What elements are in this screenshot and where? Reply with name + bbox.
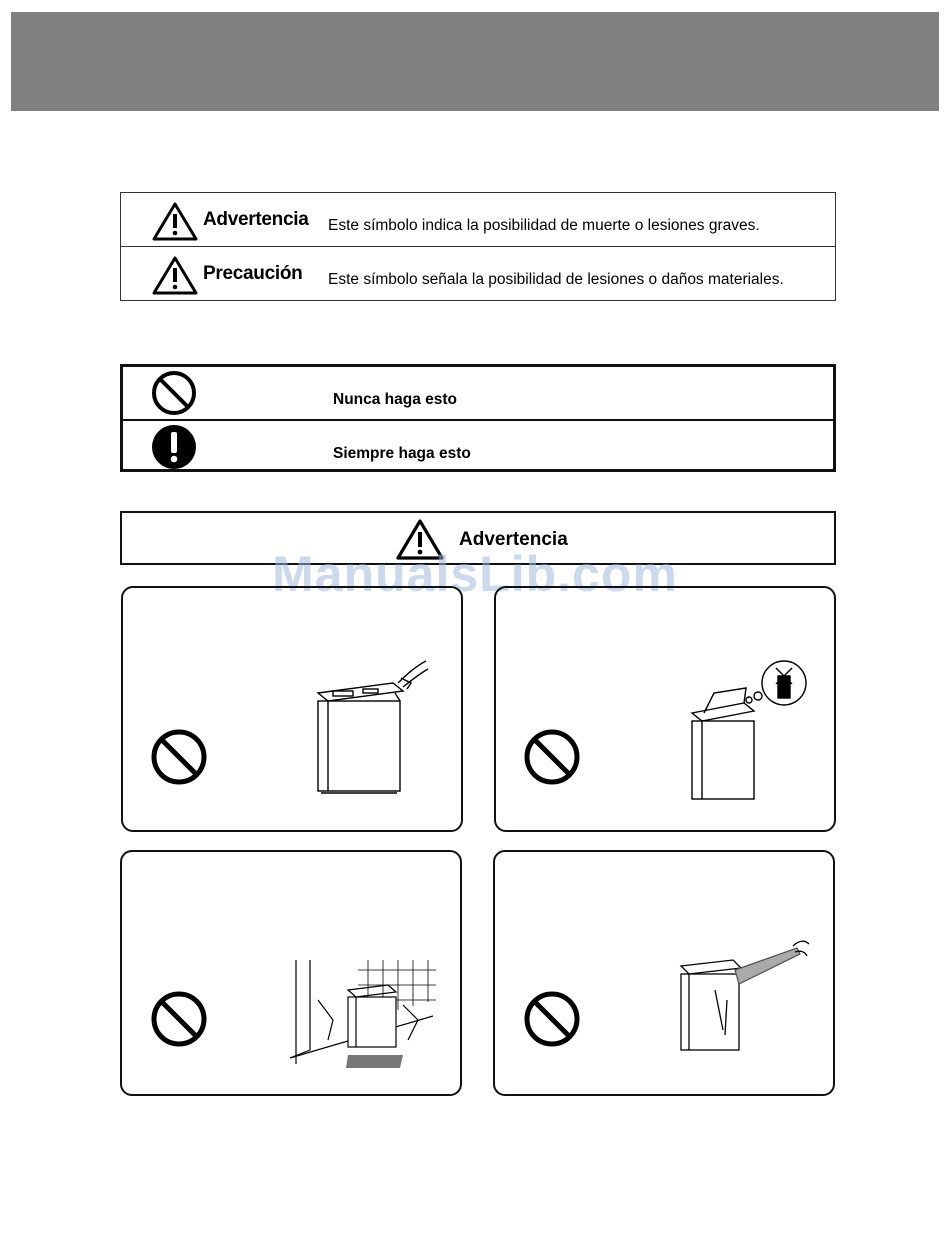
legend-description-warning: Este símbolo indica la posibilidad de muerte o lesiones graves. <box>328 217 760 234</box>
symbol-label-always: Siempre haga esto <box>333 445 471 462</box>
washer-with-hand-illustration <box>303 643 433 803</box>
warning-panel-2 <box>494 586 836 832</box>
warning-section-title: Advertencia <box>459 529 568 550</box>
legend-term-warning: Advertencia <box>203 209 309 230</box>
warning-panel-3 <box>120 850 462 1096</box>
washer-in-bathroom-illustration <box>288 960 438 1072</box>
symbol-row-always <box>123 421 833 473</box>
prohibited-icon <box>150 990 208 1048</box>
caution-triangle-icon <box>152 255 198 295</box>
hazard-legend-table <box>120 192 836 301</box>
warning-triangle-icon <box>152 201 198 241</box>
prohibited-icon <box>523 728 581 786</box>
mandatory-icon <box>151 424 197 470</box>
prohibited-icon <box>150 728 208 786</box>
symbol-legend-table <box>120 364 836 472</box>
washer-with-bottle-illustration <box>684 658 814 808</box>
legend-term-caution: Precaución <box>203 263 303 284</box>
header-band <box>11 12 939 111</box>
warning-panel-1 <box>121 586 463 832</box>
symbol-label-never: Nunca haga esto <box>333 391 458 408</box>
legend-description-caution: Este símbolo señala la posibilidad de lesiones o daños materiales. <box>328 271 784 288</box>
warning-panel-4 <box>493 850 835 1096</box>
prohibited-icon <box>523 990 581 1048</box>
legend-row-caution <box>121 247 835 300</box>
symbol-row-never <box>123 367 833 421</box>
washer-water-spray-illustration <box>675 940 811 1060</box>
watermark: ManualsLib.com <box>272 546 678 602</box>
legend-row-warning <box>121 193 835 247</box>
prohibited-icon <box>151 370 197 416</box>
